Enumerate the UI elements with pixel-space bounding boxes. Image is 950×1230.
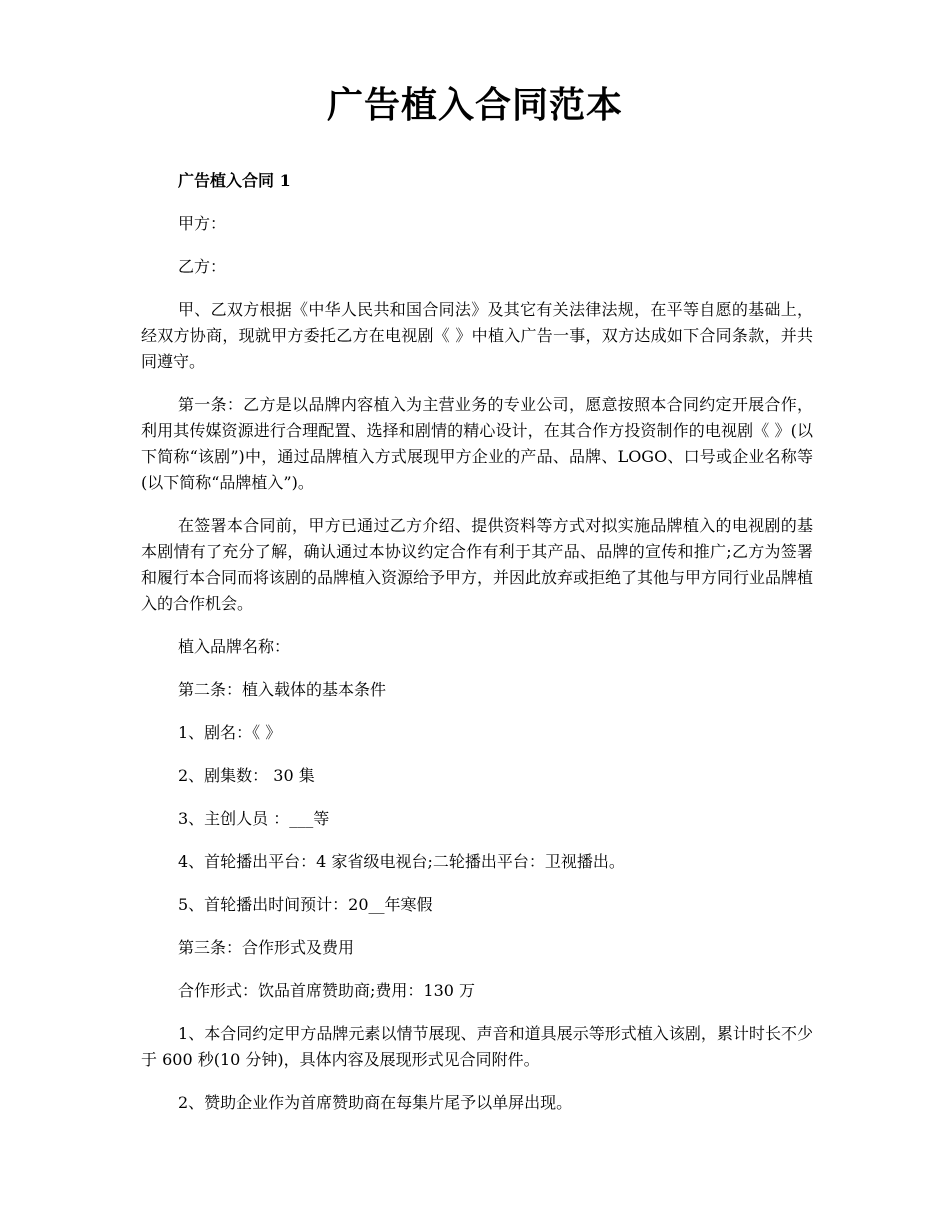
list-item: 4、首轮播出平台：4 家省级电视台;二轮播出平台：卫视播出。 bbox=[178, 852, 625, 871]
document-body bbox=[141, 168, 813, 1133]
list-item: 5、首轮播出时间预计：20__年寒假 bbox=[178, 895, 433, 914]
party-b-line: 乙方： bbox=[178, 257, 227, 276]
list-item: 2、赞助企业作为首席赞助商在每集片尾予以单屏出现。 bbox=[178, 1093, 573, 1112]
document-title: 广告植入合同范本 bbox=[326, 84, 623, 126]
article-3-heading: 第三条：合作形式及费用 bbox=[178, 938, 355, 957]
preamble-paragraph: 甲、乙双方根据《中华人民共和国合同法》及其它有关法律法规，在平等自愿的基础上，经双方协商，现就甲方委托乙方在电视剧《 》中植入广告一事，双方达成如下合同条款，并共同遵守。 bbox=[141, 300, 813, 371]
list-item: 2、剧集数： 30 集 bbox=[178, 766, 315, 785]
section-heading: 广告植入合同 1 bbox=[178, 171, 291, 190]
cooperation-line: 合作形式：饮品首席赞助商;费用：130 万 bbox=[178, 981, 476, 1000]
brand-name-line: 植入品牌名称： bbox=[178, 637, 291, 656]
party-a-line: 甲方： bbox=[178, 214, 227, 233]
article-2-heading: 第二条：植入载体的基本条件 bbox=[178, 680, 387, 699]
article-1-paragraph: 第一条：乙方是以品牌内容植入为主营业务的专业公司，愿意按照本合同约定开展合作，利用其传媒资源进行合理配置、选择和剧情的精心设计，在其合作方投资制作的电视剧《 》(以下简称“该剧”)中，通过品牌植入方式展现甲方企业的产品、品牌、LOGO、口号或企业名称等(以下简称“品牌植入”)。 bbox=[141, 395, 813, 492]
list-item: 3、主创人员 ：___等 bbox=[178, 809, 330, 828]
pre-signing-paragraph: 在签署本合同前，甲方已通过乙方介绍、提供资料等方式对拟实施品牌植入的电视剧的基本剧情有了充分了解，确认通过本协议约定合作有利于其产品、品牌的宣传和推广;乙方为签署和履行本合同而将该剧的品牌植入资源给予甲方，并因此放弃或拒绝了其他与甲方同行业品牌植入的合作机会。 bbox=[141, 516, 814, 613]
list-item: 1、剧名：《 》 bbox=[178, 723, 282, 742]
list-item: 1、本合同约定甲方品牌元素以情节展现、声音和道具展示等形式植入该剧，累计时长不少于 600 秒(10 分钟)，具体内容及展现形式见合同附件。 bbox=[141, 1024, 813, 1069]
